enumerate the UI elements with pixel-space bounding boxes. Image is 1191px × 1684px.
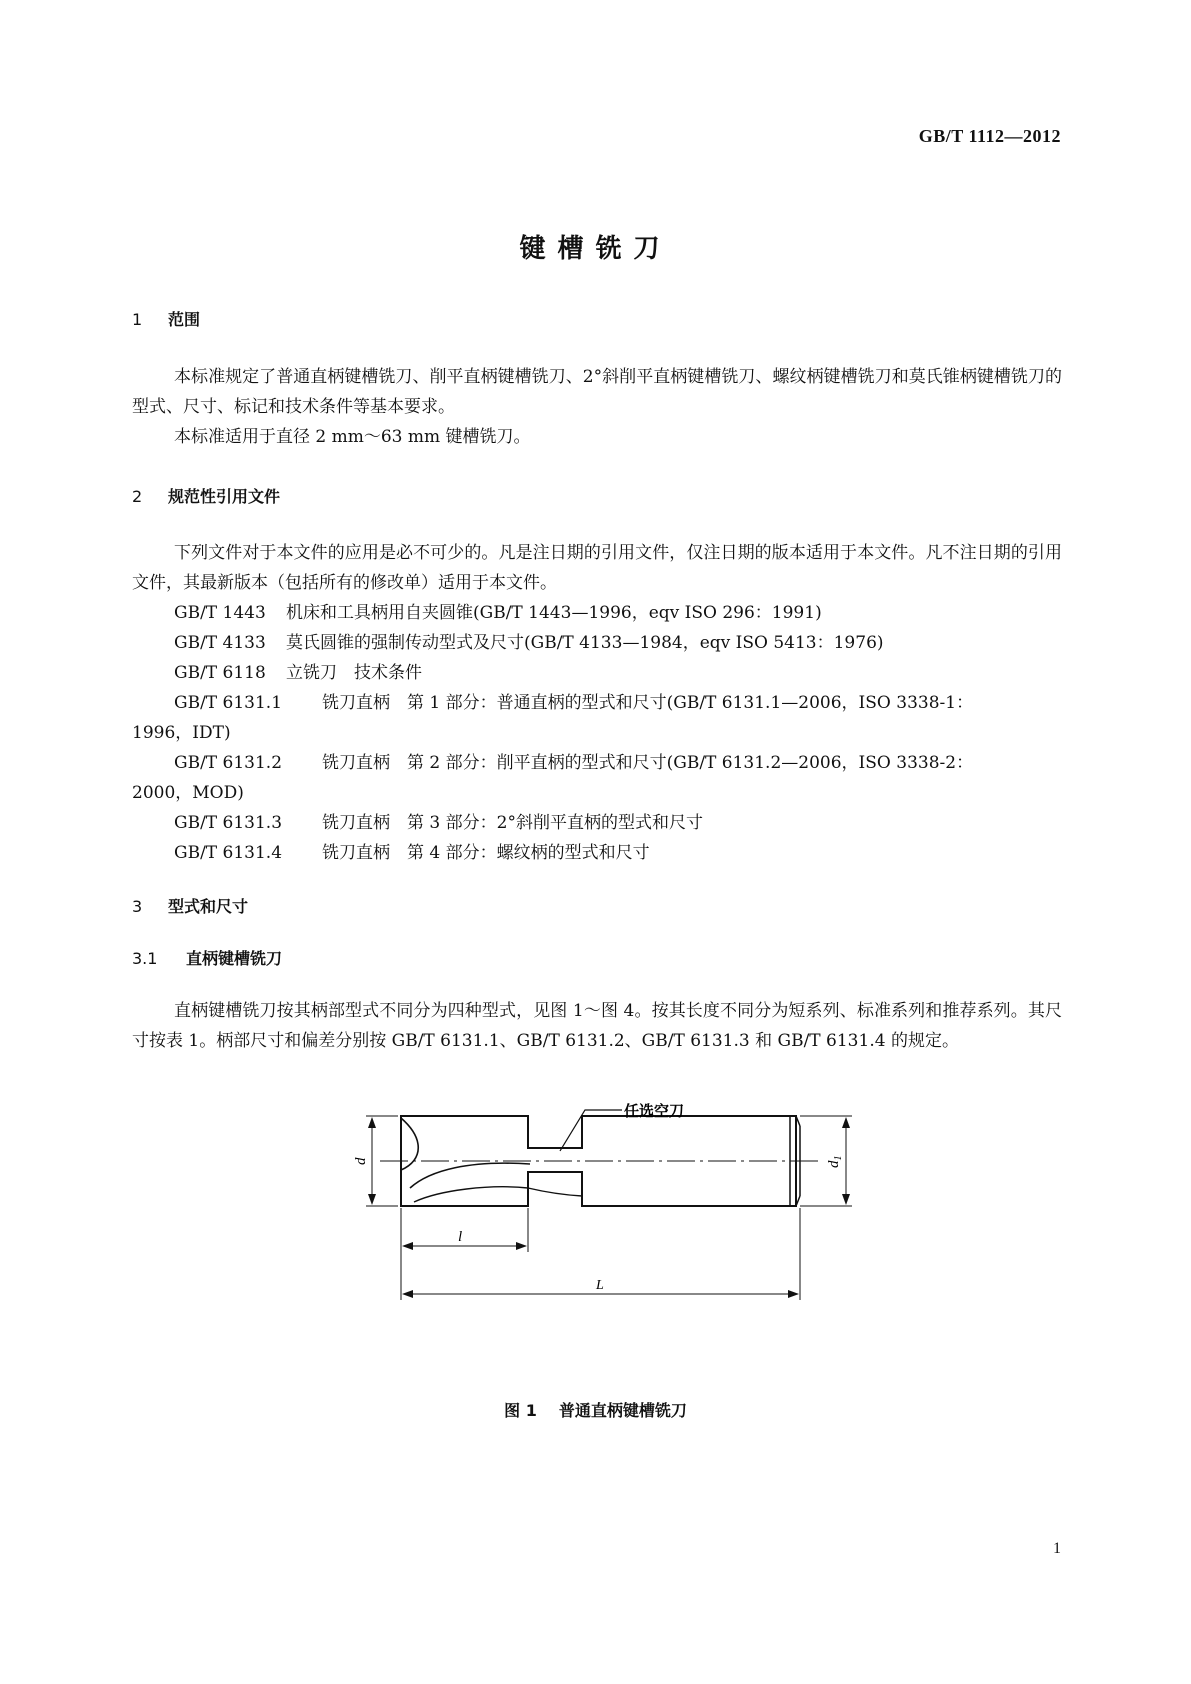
- subsection-3-1-paragraph: 直柄键槽铣刀按其柄部型式不同分为四种型式，见图 1～图 4。按其长度不同分为短系列、标准系列和推荐系列。其尺寸按表 1。柄部尺寸和偏差分别按 GB/T 6131.1、GB/T 6131.2、GB/T 6131.3 和 GB/T 6131.4 的规定。: [132, 1001, 1062, 1051]
- reference-title: 机床和工具柄用自夹圆锥(GB/T 1443—1996，eqv ISO 296：1991): [286, 603, 822, 623]
- reference-title: 莫氏圆锥的强制传动型式及尺寸(GB/T 4133—1984，eqv ISO 5413：1976): [286, 633, 884, 653]
- reference-code: GB/T 4133: [174, 633, 266, 653]
- reference-code: GB/T 6131.3: [174, 813, 283, 833]
- figure-number: 图 1: [504, 1401, 537, 1420]
- dimension-l-label: l: [458, 1229, 463, 1245]
- flute-line: [528, 1188, 582, 1196]
- dimension-d1-label: $d_1$: [826, 1155, 844, 1168]
- reference-title: 立铣刀 技术条件: [286, 663, 422, 683]
- subsection-number: 3.1: [132, 949, 158, 968]
- callout-label: 任选空刀: [624, 1104, 685, 1120]
- page-number: 1: [1053, 1540, 1061, 1557]
- reference-continuation: 1996，IDT): [132, 723, 231, 743]
- reference-code: GB/T 6131.4: [174, 843, 283, 863]
- reference-code: GB/T 1443: [174, 603, 266, 623]
- reference-code: GB/T 6118: [174, 663, 266, 683]
- reference-title: 铣刀直柄 第 3 部分：2°斜削平直柄的型式和尺寸: [322, 813, 703, 833]
- figure-caption: [0, 1398, 1191, 1421]
- reference-code: GB/T 6131.1: [174, 693, 283, 713]
- figure-title: 普通直柄键槽铣刀: [558, 1401, 687, 1420]
- section-1-paragraph: 本标准规定了普通直柄键槽铣刀、削平直柄键槽铣刀、2°斜削平直柄键槽铣刀、螺纹柄键槽铣刀和莫氏锥柄键槽铣刀的型式、尺寸、标记和技术条件等基本要求。: [132, 367, 1062, 417]
- subsection-title: 直柄键槽铣刀: [186, 949, 283, 968]
- section-title: 型式和尺寸: [168, 897, 249, 916]
- dimension-d-label: d: [353, 1157, 369, 1165]
- section-2-intro: 下列文件对于本文件的应用是必不可少的。凡是注日期的引用文件，仅注日期的版本适用于本文件。凡不注日期的引用文件，其最新版本（包括所有的修改单）适用于本文件。: [132, 543, 1062, 593]
- flute-line: [410, 1163, 530, 1188]
- section-number: 1: [132, 310, 143, 329]
- section-title: 范围: [168, 310, 201, 329]
- reference-code: GB/T 6131.2: [174, 753, 283, 773]
- reference-title: 铣刀直柄 第 4 部分：螺纹柄的型式和尺寸: [322, 843, 650, 863]
- reference-continuation: 2000，MOD): [132, 783, 244, 803]
- flute-line: [401, 1118, 418, 1170]
- dimension-L-label: L: [596, 1278, 604, 1293]
- section-number: 2: [132, 487, 143, 506]
- section-number: 3: [132, 897, 143, 916]
- section-title: 规范性引用文件: [168, 487, 281, 506]
- document-title: 键槽铣刀: [519, 234, 672, 264]
- reference-title: 铣刀直柄 第 1 部分：普通直柄的型式和尺寸(GB/T 6131.1—2006，ISO 3338-1：: [322, 693, 974, 713]
- reference-title: 铣刀直柄 第 2 部分：削平直柄的型式和尺寸(GB/T 6131.2—2006，ISO 3338-2：: [322, 753, 974, 773]
- flute-line: [414, 1187, 528, 1202]
- section-1-paragraph: 本标准适用于直径 2 mm～63 mm 键槽铣刀。: [174, 427, 531, 447]
- standard-number: GB/T 1112—2012: [918, 126, 1061, 146]
